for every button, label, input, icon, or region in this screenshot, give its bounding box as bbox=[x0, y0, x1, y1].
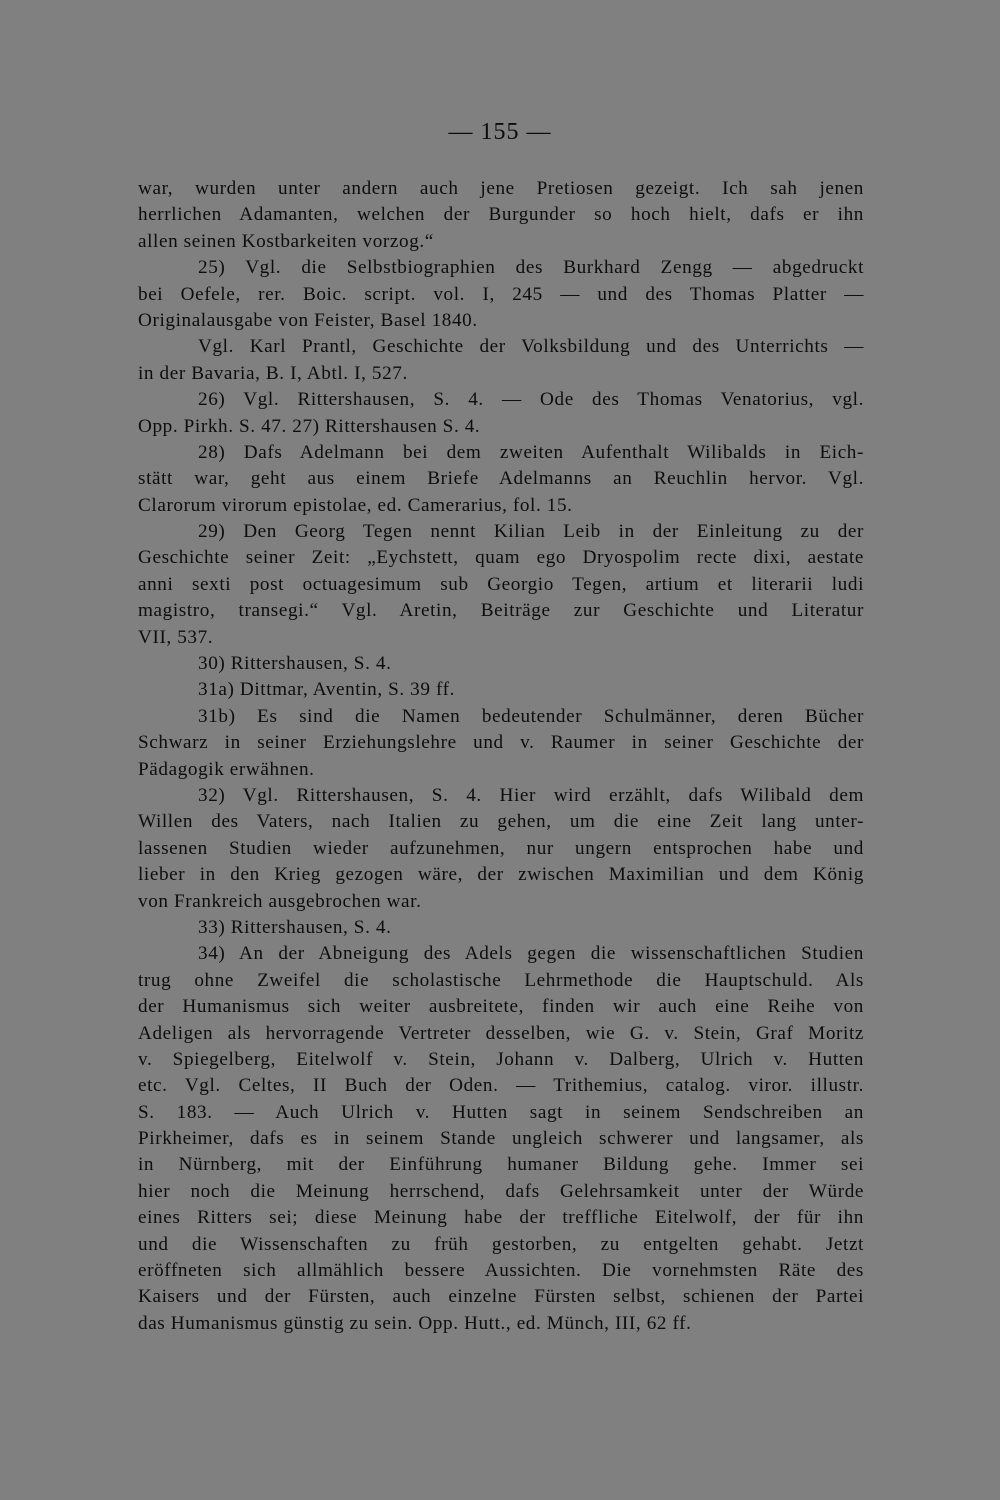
text-line: S. 183. — Auch Ulrich v. Hutten sagt in seinem Sendschreiben an bbox=[138, 1101, 864, 1123]
text-line: eines Ritters sei; diese Meinung habe der treffliche Eitelwolf, der für ihn bbox=[138, 1207, 864, 1229]
text-line: lassenen Studien wieder aufzunehmen, nur ungern entsprochen habe und bbox=[138, 837, 864, 859]
text-line: Pirkheimer, dafs es in seinem Stande ungleich schwerer und langsamer, als bbox=[138, 1128, 864, 1150]
text-line: 29) Den Georg Tegen nennt Kilian Leib in der Einleitung zu der bbox=[198, 521, 864, 543]
text-line: 28) Dafs Adelmann bei dem zweiten Aufenthalt Wilibalds in Eich- bbox=[198, 441, 864, 463]
text-line: Willen des Vaters, nach Italien zu gehen, um die eine Zeit lang unter- bbox=[138, 811, 864, 833]
text-line: Geschichte seiner Zeit: „Eychstett, quam ego Dryospolim recte dixi, aestate bbox=[138, 547, 864, 569]
text-line: und die Wissenschaften zu früh gestorben, zu entgelten gehabt. Jetzt bbox=[138, 1233, 864, 1255]
text-line: Pädagogik erwähnen. bbox=[138, 758, 315, 780]
text-line: 33) Rittershausen, S. 4. bbox=[198, 916, 392, 938]
text-line: eröffneten sich allmählich bessere Aussichten. Die vornehmsten Räte des bbox=[138, 1260, 864, 1282]
text-line: Opp. Pirkh. S. 47. 27) Rittershausen S. 4. bbox=[138, 415, 481, 437]
text-line: Clarorum virorum epistolae, ed. Camerarius, fol. 15. bbox=[138, 494, 573, 516]
text-line: Kaisers und der Fürsten, auch einzelne Fürsten selbst, schienen der Partei bbox=[138, 1286, 864, 1308]
text-line: 26) Vgl. Rittershausen, S. 4. — Ode des Thomas Venatorius, vgl. bbox=[198, 389, 864, 411]
text-line: anni sexti post octuagesimum sub Georgio Tegen, artium et literarii ludi bbox=[138, 573, 864, 595]
text-line: 30) Rittershausen, S. 4. bbox=[198, 653, 392, 675]
text-line: etc. Vgl. Celtes, II Buch der Oden. — Trithemius, catalog. viror. illustr. bbox=[138, 1075, 864, 1097]
text-line: VII, 537. bbox=[138, 626, 214, 648]
text-line: lieber in den Krieg gezogen wäre, der zwischen Maximilian und dem König bbox=[138, 864, 864, 886]
text-line: magistro, transegi.“ Vgl. Aretin, Beiträge zur Geschichte und Literatur bbox=[138, 600, 864, 622]
text-line: in der Bavaria, B. I, Abtl. I, 527. bbox=[138, 362, 408, 384]
text-line: Adeligen als hervorragende Vertreter desselben, wie G. v. Stein, Graf Moritz bbox=[138, 1022, 864, 1044]
text-line: 31a) Dittmar, Aventin, S. 39 ff. bbox=[198, 679, 455, 701]
text-line: Originalausgabe von Feister, Basel 1840. bbox=[138, 309, 478, 331]
text-line: das Humanismus günstig zu sein. Opp. Hutt., ed. Münch, III, 62 ff. bbox=[138, 1312, 692, 1334]
text-line: 32) Vgl. Rittershausen, S. 4. Hier wird erzählt, dafs Wilibald dem bbox=[198, 784, 864, 806]
page-number: — 155 — bbox=[448, 119, 552, 145]
text-line: bei Oefele, rer. Boic. script. vol. I, 245 — und des Thomas Platter — bbox=[138, 283, 864, 305]
text-line: von Frankreich ausgebrochen war. bbox=[138, 890, 422, 912]
text-line: der Humanismus sich weiter ausbreitete, finden wir auch eine Reihe von bbox=[138, 996, 864, 1018]
footnotes-text-block bbox=[138, 176, 864, 1337]
text-line: Vgl. Karl Prantl, Geschichte der Volksbildung und des Unterrichts — bbox=[198, 336, 864, 358]
text-line: herrlichen Adamanten, welchen der Burgunder so hoch hielt, dafs er ihn bbox=[138, 204, 864, 226]
text-line: allen seinen Kostbarkeiten vorzog.“ bbox=[138, 230, 434, 252]
text-line: stätt war, geht aus einem Briefe Adelmanns an Reuchlin hervor. Vgl. bbox=[138, 468, 864, 490]
text-line: trug ohne Zweifel die scholastische Lehrmethode die Hauptschuld. Als bbox=[138, 969, 864, 991]
text-line: hier noch die Meinung herrschend, dafs Gelehrsamkeit unter der Würde bbox=[138, 1180, 864, 1202]
text-line: 25) Vgl. die Selbstbiographien des Burkhard Zengg — abgedruckt bbox=[198, 257, 864, 279]
text-line: 34) An der Abneigung des Adels gegen die wissenschaftlichen Studien bbox=[198, 943, 864, 965]
text-line: 31b) Es sind die Namen bedeutender Schulmänner, deren Bücher bbox=[198, 705, 864, 727]
text-line: v. Spiegelberg, Eitelwolf v. Stein, Johann v. Dalberg, Ulrich v. Hutten bbox=[138, 1048, 864, 1070]
text-line: war, wurden unter andern auch jene Pretiosen gezeigt. Ich sah jenen bbox=[138, 178, 864, 199]
text-line: in Nürnberg, mit der Einführung humaner Bildung gehe. Immer sei bbox=[138, 1154, 864, 1176]
text-line: Schwarz in seiner Erziehungslehre und v. Raumer in seiner Geschichte der bbox=[138, 732, 864, 754]
